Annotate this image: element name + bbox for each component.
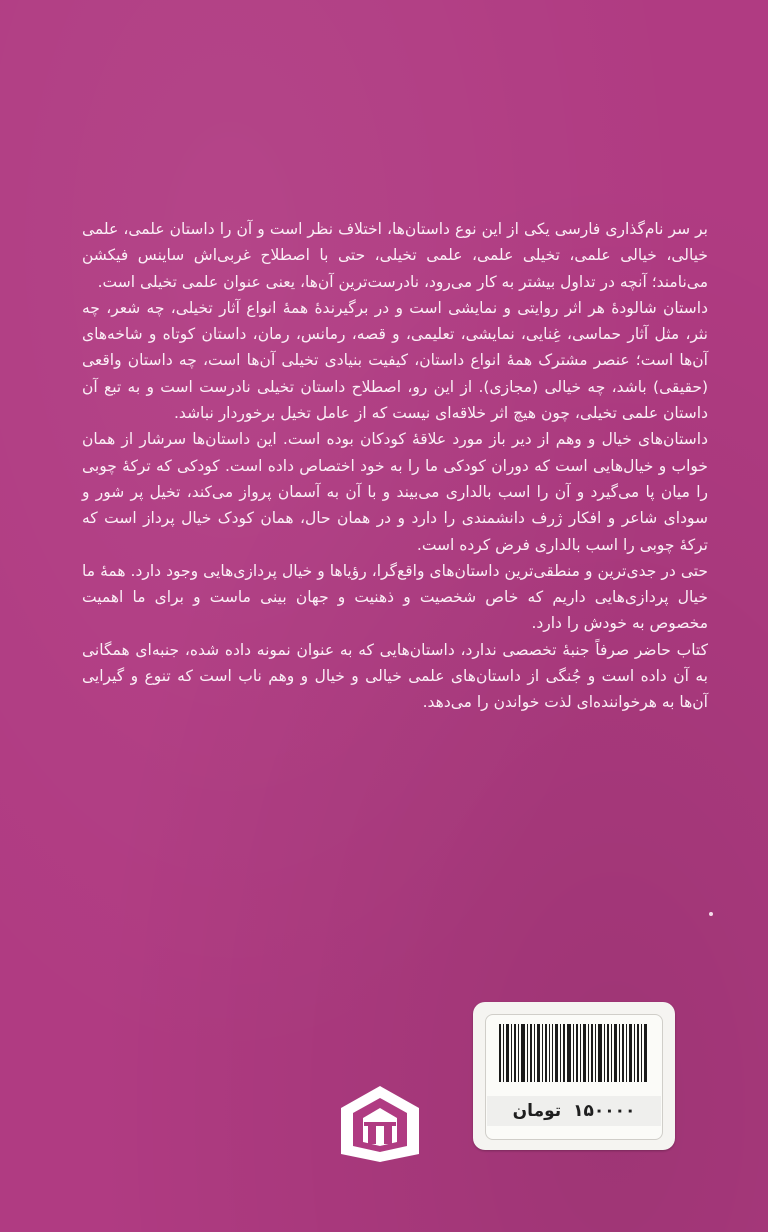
decorative-dot	[709, 912, 713, 916]
barcode-icon	[499, 1024, 649, 1082]
blurb-paragraph-4: حتی در جدی‌ترین و منطقی‌ترین داستان‌های واقع‌گرا، رؤیاها و خیال پردازی‌هایی وجود دارد. همهٔ ما خیال پردازی‌هایی داریم که خاص شخصیت و ذهنیت و جهان بینی ماست و برای ما اهمیت مخصوص به خودش را دارد.	[82, 561, 708, 633]
back-cover-blurb	[82, 216, 708, 716]
blurb-paragraph-5: کتاب حاضر صرفاً جنبهٔ تخصصی ندارد، داستان‌هایی که به عنوان نمونه داده شده، جنبه‌ای همگانی به آن داده است و جُنگی از داستان‌های علمی خیالی و خیال و وهم ناب است که تنوع و گیرایی آن‌ها به هرخواننده‌ای لذت خواندن را می‌دهد.	[82, 640, 708, 712]
price-label	[487, 1096, 661, 1126]
blurb-paragraph-2: داستان شالودهٔ هر اثر روایتی و نمایشی است و در برگیرندهٔ همهٔ انواع آثار تخیلی، چه شعر، چه نثر، مثل آثار حماسی، غِنایی، نمایشی، تعلیمی، و قصه، رمانس، رمان، داستان کوتاه و شاخه‌های آن‌ها است؛ عنصر مشترک همهٔ انواع داستان، کیفیت بنیادی تخیلی آن‌ها است، چه داستان واقعی (حقیقی) باشد، چه خیالی (مجازی). از این رو، اصطلاح داستان تخیلی نادرست است و به تبع آن داستان علمی تخیلی، چون هیچ اثر خلاقه‌ای نیست که از عامل تخیل برخوردار نباشد.	[82, 298, 708, 423]
price-currency: تومان	[512, 1101, 562, 1121]
price-sticker	[473, 1002, 675, 1150]
blurb-paragraph-1: بر سر نام‌گذاری فارسی یکی از این نوع داستان‌ها، اختلاف نظر است و آن را داستان علمی، علمی خیالی، خیالی علمی، تخیلی علمی، علمی تخیلی، حتی با اصطلاح غربی‌اش ساینس فیکشن می‌نامند؛ آنچه در تداول بیشتر به کار می‌رود، نادرست‌ترین آن‌ها، یعنی عنوان علمی تخیلی است.	[82, 220, 708, 291]
blurb-paragraph-3: داستان‌های خیال و وهم از دیر باز مورد علاقهٔ کودکان بوده است. این داستان‌ها سرشار از همان خواب و خیال‌هایی است که دوران کودکی ما را به خود اختصاص داده است. کودکی که ترکهٔ چوبی را میان پا می‌گیرد و آن را اسب بالداری می‌بیند و با آن به آسمان پرواز می‌کند، تخیل پر شور و سودای شاعر و افکار ژرف دانشمندی را دارد و در همان حال، همان کودک خیال پرداز است که ترکهٔ چوبی را اسب بالداری فرض کرده است.	[82, 430, 708, 554]
price-amount: ۱۵۰۰۰۰	[573, 1101, 636, 1121]
publisher-logo-icon	[337, 1082, 423, 1166]
